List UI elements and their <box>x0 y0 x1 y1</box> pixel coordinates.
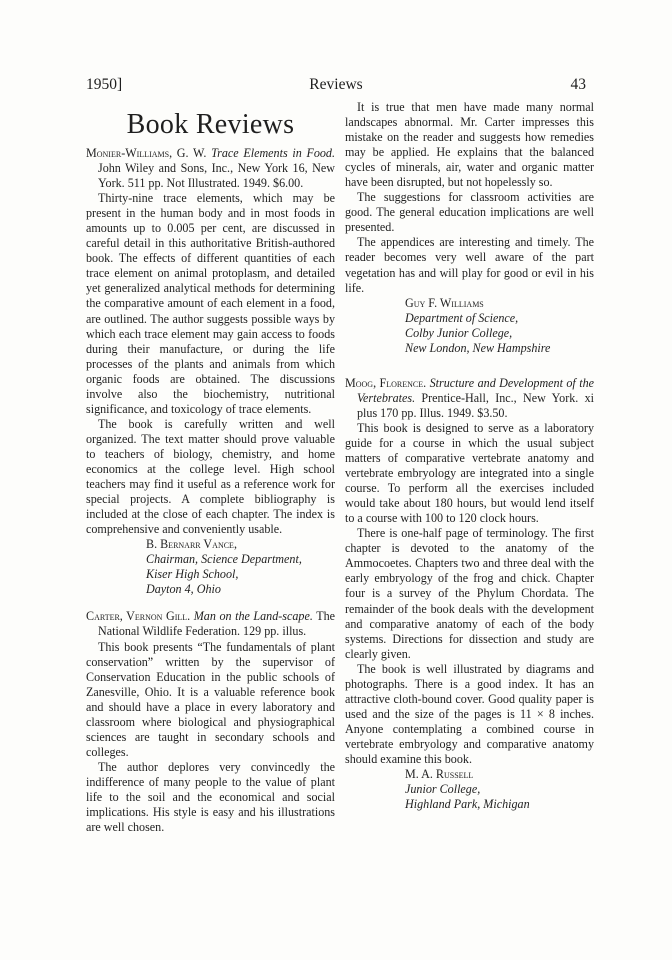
review-paragraph: This book presents “The fundamentals of plant conservation” written by the supervisor of Conservation Education in the public schools of Zanesville, Ohio. It is a valuable reference book and should have a place in every laboratory and classroom where biological and physiographical sciences are taught in secondary schools and colleges. <box>86 639 335 759</box>
running-head <box>86 76 586 94</box>
reviewer-affiliation: Department of Science, <box>405 310 519 325</box>
review-paragraph: The suggestions for classroom activities are good. The general education implications are well presented. <box>345 190 594 235</box>
review-paragraph: This book is designed to serve as a laboratory guide for a course in which the usual subject matters of comparative vertebrate anatomy and vertebrate embryology are integrated into a single course. To perform all the exercises included would take about 180 hours, but would lend itself to a course with 100 to 120 clock hours. <box>345 420 594 526</box>
reviewer-affiliation: Junior College, <box>405 782 481 797</box>
spacer <box>86 597 335 609</box>
review-author: Carter, Vernon Gill. <box>86 609 191 624</box>
review-paragraph: Thirty-nine trace elements, which may be present in the human body and in most foods in amounts up to 0.005 per cent, are discussed in careful detail in this authoritative British-authored book. The effects of different quantities of each trace element on animal protoplasm, and detailed yet generalized analytical methods for determining the comparative amount of each element in a food, are outlined. The author suggests possible ways by which each trace element may gain access to foods during their manufacture, or during the life processes of the plants and animals from which organic foods are obtained. The discussions involve also the biochemistry, nutritional significance, and toxicology of trace elements. <box>86 191 335 416</box>
running-head-section: Reviews <box>309 76 363 93</box>
review-publication: Prentice-Hall, Inc., New York. xi plus 170 pp. Illus. 1949. $3.50. <box>357 390 594 420</box>
reviewer-affiliation: Kiser High School, <box>146 567 239 582</box>
left-column <box>86 100 335 835</box>
review-paragraph: The book is well illustrated by diagrams and photographs. There is a good index. It has an attractive cloth-bound cover. Good quality paper is used and the size of the pages is 11 × 8 inches. Anyone contemplating a combined course in vertebrate embryology and comparative anatomy should examine this book. <box>345 661 594 766</box>
review-paragraph: It is true that men have made many normal landscapes abnormal. Mr. Carter impresses this mistake on the reader and suggests how remedies may be applied. He explains that the balanced cycles of minerals, air, water and organic matter have been disrupted, but not hopelessly so. <box>345 100 594 190</box>
reviewer-signature <box>345 767 594 812</box>
page-number: 43 <box>570 76 586 93</box>
reviewer-affiliation: New London, New Hampshire <box>405 340 551 355</box>
review-book-title: Trace Elements in Food. <box>211 146 336 160</box>
review-author: Monier-Williams, G. W. <box>86 146 207 160</box>
reviewer-signature <box>345 296 594 356</box>
reviewer-affiliation: Highland Park, Michigan <box>405 797 530 812</box>
review-publication: The National Wildlife Federation. 129 pp. illus. <box>98 609 335 639</box>
review-paragraph: The book is carefully written and well organized. The text matter should prove valuable to teachers of biology, chemistry, and home economics at the college level. High school teachers may find it useful as a reference work for special projects. A complete bibliography is included at the close of each chapter. The index is comprehensive and conveniently usable. <box>86 416 335 537</box>
review-paragraph: The appendices are interesting and timely. The reader becomes very well aware of the part vegetation has and will play for good or evil in his life. <box>345 235 594 295</box>
reviewer-affiliation: Dayton 4, Ohio <box>146 582 221 597</box>
review-citation <box>345 376 594 421</box>
reviewer-name: Guy F. Williams <box>405 295 484 310</box>
review-citation <box>86 146 335 191</box>
section-title: Book Reviews <box>126 109 295 140</box>
running-head-year: 1950] <box>86 76 123 93</box>
review-book-title: Structure and Development of the Vertebrates. <box>357 375 594 405</box>
reviewer-name: M. A. Russell <box>405 767 474 782</box>
review-citation <box>86 609 335 639</box>
spacer <box>345 356 594 376</box>
reviewer-affiliation: Colby Junior College, <box>405 325 513 340</box>
review-paragraph: The author deplores very convincedly the indifference of many people to the value of plant life to the soil and the economical and social implications. His style is easy and his illustrations are well chosen. <box>86 759 335 835</box>
review-book-title: Man on the Land-scape. <box>193 609 313 624</box>
right-column <box>345 100 594 812</box>
review-paragraph: There is one-half page of terminology. The first chapter is devoted to the anatomy of the Ammocoetes. Chapters two and three deal with the early embryology of the frog and chick. Chapter four is a survey of the Phylum Chordata. The remainder of the book deals with the development and comparative anatomy of each of the body systems. Directions for dissection and study are clearly given. <box>345 526 594 661</box>
reviewer-signature <box>86 537 335 597</box>
review-publication: John Wiley and Sons, Inc., New York 16, New York. 511 pp. Not Illustrated. 1949. $6.00. <box>98 161 335 191</box>
reviewer-name: B. Bernarr Vance, <box>146 537 237 552</box>
review-author: Moog, Florence. <box>345 375 427 390</box>
reviewer-affiliation: Chairman, Science Department, <box>146 552 302 567</box>
